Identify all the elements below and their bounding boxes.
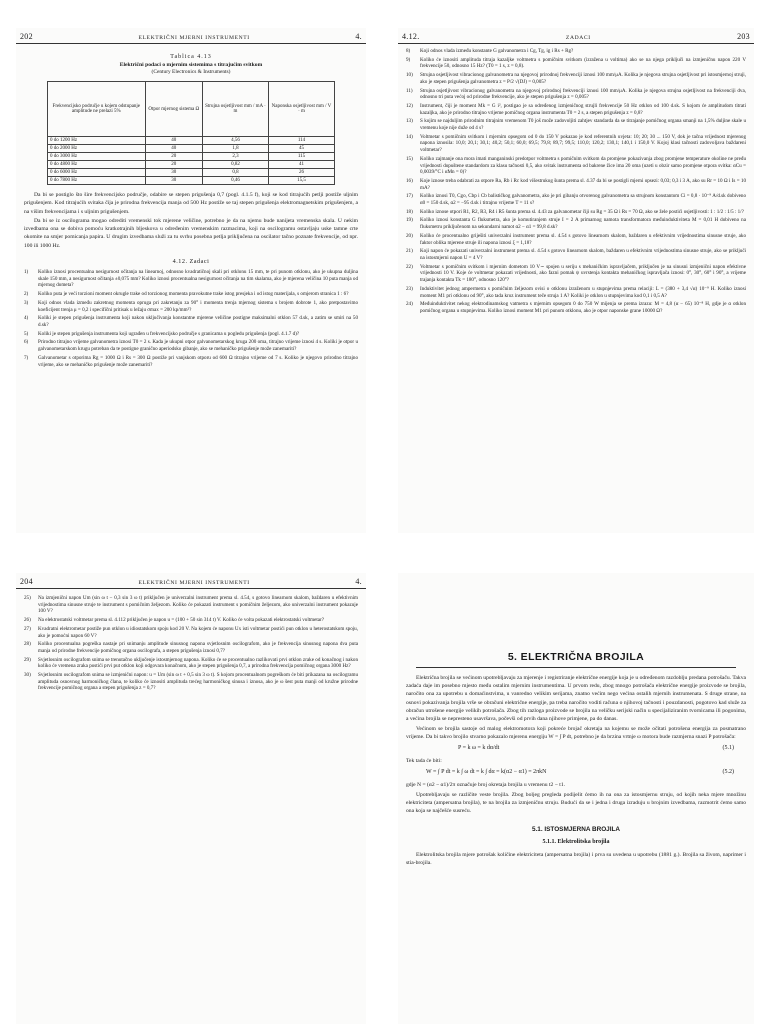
table-cell: 114: [268, 137, 334, 145]
table-cell: 26: [268, 169, 334, 177]
task-text: Koliko procentualna pogreška nastaje pri snimanju amplitude sinusnog napona svjetlosnim oscilografom, ako je frekvencija sinusnog napona dva puta manja od prirodne frekvencije pomičnog organa oscilografa, a stepen prigušenja iznosi 0,7?: [38, 641, 358, 654]
body-text: [16, 191, 366, 250]
list-item: [406, 156, 746, 176]
page-header: [16, 573, 366, 589]
list-item: [406, 286, 746, 299]
task-number: 23): [406, 285, 413, 292]
task-text: Strujna osjetljivost vibracionog galvanometra na njegovoj prirodnoj frekvenciji iznosi 100 mm/μA. Kolika je njegova strujna osjetljivost pri istosmjernoj struji, ako je stepen prigušenja galvanometra z = P/2 √(DJ) = 0,005?: [420, 72, 746, 85]
task-number: 25): [24, 595, 31, 601]
list-item: [24, 269, 358, 289]
task-list: [16, 595, 366, 692]
table-row: [48, 169, 335, 177]
table-caption: Tablica 4.13: [170, 54, 212, 60]
task-text: Na elektrostatski voltmetar prema sl. 4.112 priključen je napon u = (100 + 50 sin 314 t) V. Koliko će volta pokazati elektrostatski voltmetar?: [38, 617, 325, 624]
task-text: Koje iznose treba odabrati za otpore Ra, Rb i Rc kod višestrukog šunta prema sl. 4.37 da bi se postigli mjerni opsezi: 0,03; 0,3 i 3 A, ako su Rr = 10 Ω i Is = 10 mA?: [420, 177, 746, 191]
task-number: 20): [406, 232, 413, 239]
paragraph: Tek tada će biti:: [406, 758, 442, 765]
page-header: [398, 28, 754, 44]
list-item: [24, 339, 358, 352]
list-item: [24, 595, 358, 615]
chapter-number: 4.: [355, 32, 362, 41]
table-cell: 20: [145, 161, 202, 169]
list-item: [24, 657, 358, 670]
list-item: [406, 178, 746, 191]
body-text: [398, 781, 754, 815]
page-202: [16, 28, 366, 533]
section-number: 4.12.: [402, 32, 420, 41]
table-row: [48, 145, 335, 153]
list-item: [24, 355, 358, 368]
task-text: Koji odnos vlada između zakretnog momenta opruga pri zakretanju za 90° i momenta trenja mjernog sistema s brojem dobrote 1, ako pretpostavimo koeficijent trenja μ = 0,2 i specifični pritisak u ležaju σmax = 200 kp/mm²?: [38, 299, 358, 313]
page-number: 204: [20, 577, 33, 586]
page-203: [398, 28, 754, 533]
table-cell: 0 do 6000 Hz: [48, 169, 146, 177]
table-subtitle: (Century Electronics & Instruments): [151, 69, 231, 75]
table-cell: 41: [268, 161, 334, 169]
list-item: [406, 57, 746, 70]
chapter-divider: [416, 667, 736, 668]
task-number: 17): [406, 193, 413, 200]
task-text: Prirodno titrajno vrijeme galvanometra iznosi T0 = 2 s. Kada je ukupni otpor galvanometarskog kruga 200 oma, titrajno vrijeme iznosi 4 s. Koliki je otpor u galvanometarskom krugu potreban da te postigne granično aperiodsko gibanje, ako se mehaničko prigušenje može zanemariti?: [38, 339, 358, 353]
list-item: [406, 217, 746, 230]
table-cell: 0 do 7800 Hz: [48, 177, 146, 185]
task-text: Koliko će iznositi amplituda titraja kazaljke voltmetra s pomičnim svitkom (izražena u voltima) ako se na njega priključi na izmjeničnu napon 220 V frekvencije 50, odnosno 15 Hz? (T0 = 1 s, z = 0,8).: [420, 56, 746, 70]
paragraph: Da bi se postiglo što šire frekvencijsko područje, odabire se stepen prigušenja 0,7 (pogl. 4.1.5 f), koji se kod titrajućih petlji postiže uljnim prigušenjem. Kod titrajućih svitaka čija je prirodna frekvencija manja od 500 Hz postiže se taj stepen prigušenja elektromagnetskim prigušenjem, a na višim frekvencijama i s uljnim prigušenjem.: [24, 192, 358, 215]
task-number: 13): [406, 118, 413, 125]
list-item: [406, 72, 746, 85]
task-number: 16): [406, 177, 413, 184]
list-item: [24, 315, 358, 328]
table-cell: 0 do 2000 Hz: [48, 145, 146, 153]
running-title: ELEKTRIČNI MJERNI INSTRUMENTI: [138, 580, 250, 586]
task-text: Koliko iznosi procentualna nesigurnost očitanja na linearnoj, odnosno kvadratičnoj skali pri otklonu 15 mm, te pri punom otklonu, ako je ukupna duljina skale 150 mm, a nesigurnost očitanja ±0,075 mm? Koliko iznosi procentualna nesigurnost očitanja na tim skalama, ako je mjerena veličina 10 puta manja od mjernog dometa?: [38, 269, 358, 289]
table-row: [48, 177, 335, 185]
page-204: [16, 573, 366, 1024]
list-item: [406, 301, 746, 314]
table-cell: 2,3: [202, 153, 268, 161]
list-item: [406, 118, 746, 131]
body-text: [398, 757, 754, 765]
task-text: Međuinduktivitet nekog elektrodinamskog vatmetra s mjernim opsegom 0 do 750 W mijenja se prema izrazu: M = 4,8 (α − 65) 10⁻⁸ H, gdje je α otklon pomičnog organa u stupnjevima. Koliko iznosi moment M1 pri punom otklonu, ako je otpor naponske grane 10000 Ω?: [420, 301, 746, 314]
task-number: 26): [24, 617, 31, 624]
task-number: 7): [24, 354, 29, 361]
table-header-cell: Frekvencijsko područje u kojem odstupanje amplitude ne prelazi 5%: [48, 82, 146, 137]
chapter-title: 5. ELEKTRIČNA BROJILA: [507, 651, 645, 663]
task-text: Koji napon će pokazati univerzalni instrument prema sl. 4.54 s gotovo linearnom skalom, baždaren u efektivnim vrijednostima sinusne struje, ako se priključi na istosmjerni napon U = 4 V?: [420, 248, 746, 261]
running-title: ELEKTRIČNI MJERNI INSTRUMENTI: [138, 35, 250, 41]
task-text: Koliko puta je veći torzioni moment okrugle trake od torzionog momenta pravokutne trake istog presjeka i od istog materijala, s omjerom stranica 1 : 6?: [38, 291, 349, 298]
task-number: 10): [406, 72, 413, 79]
running-title: ZADACI: [565, 35, 591, 41]
task-text: Na izmjenični napon Um (sin ω t − 0,3 sin 3 ω t) priključen je univerzalni instrument prema sl. 4.54, s gotovo linearnom skalom, baždaren u efektivnim vrijednostima sinusne struje te instrument s pomičnim željezom. Koliko će pokazati instrument s pomičnim željezom, ako univerzalni instrument pokazuje 100 V?: [38, 595, 358, 615]
list-item: [24, 300, 358, 313]
task-text: Koliki je stepen prigušenja instrumenta koji nakon uključivanja konstantne mjerene veličine postigne maksimalni otklon 57 d.sk, a zatim se smiri na 50 d.sk?: [38, 315, 358, 328]
table-cell: 40: [145, 137, 202, 145]
table-cell: 1,8: [202, 145, 268, 153]
task-number: 14): [406, 133, 413, 140]
paragraph: Elektrolitska brojila mjere potrošak količine elektriciteta (ampersatna brojila) i prva su uvedena u upotrebu (1881 g.). Brojila sa živom, naprimer i stia-brojila.: [406, 851, 746, 866]
task-text: Voltmetar s pomičnim svitkom i mjernim opsegom od 0 do 150 V pokazao je kod referentnih uvjeta: 10; 20; 30 ... 150 V, dok je tačna vrijednost mjerenog napona iznosila: 10,0; 20,1; 30,1; 40,2; 50,1; 60,0; 69,5; 79,8; 89,7; 99,5; 110,0; 120,2; 130,1; 140,1 i 150,0 V. Kojoj klasi tačnosti zadovoljava baždareni voltmetar?: [420, 133, 746, 154]
table-cell: 0,8: [202, 169, 268, 177]
list-item: [406, 193, 746, 206]
task-number: 6): [24, 339, 29, 346]
task-text: Koliko će procentualno griješiti univerzalni instrument prema sl. 4.54 s gotovo linearnom skalom, baždaren u efektivnim vrijednostima sinusne struje, ako faktor oblika mjerene struje ili napona iznosi ξ = 1,18?: [420, 232, 746, 246]
list-item: [406, 103, 746, 116]
list-item: [406, 88, 746, 101]
table-header-row: [48, 82, 335, 137]
task-text: Induktivitet jednog ampermetra s pomičnim željezom ovisi o otklonu izraženom u stupnjevima prema relaciji: L = (380 + 3,4 √α) 10⁻⁹ H. Koliko iznosi moment M1 pri otklonu od 90°, ako tada kroz instrument teče struja 1 A? Koliki je otklon u stupnjevima kod 0,1 i 0,5 A?: [420, 285, 746, 299]
paragraph: Električna brojila se većinom upotrebljavaju za mjerenje i registriranje električne energije koja je u određenom razdoblju predana potrošaču. Takva zadaća daje im posebno mjesto među ostalim mjernim instrumentima. U prvom redu, zbog mnogo potrošača električne energije proizvode se brojila, naročito ona za upotrebu u domaćinstvima, u vanredno velikim serijama, znatno većim nego većina ostalih mjernih instrumenata. S druge strane, na osnovi pokazivanja brojila vrše se obračuni električne energije, pa treba naročito voditi računa o njihovoj tačnosti i pouzdanosti, pogotovo kad služe za obračun utrošene energije velikih potrošača. Zbog tih razloga proizvode se brojila na veličku serijski način u specijaliziranim tvornicama ili pogonima, a većina brojila se nepresteno usavršava, počevši od prvih dana njihove primjene, pa do danas.: [406, 674, 746, 723]
table-row: [48, 161, 335, 169]
task-number: 4): [24, 315, 29, 322]
list-item: [24, 641, 358, 654]
table-cell: 0 do 1200 Hz: [48, 137, 146, 145]
table-cell: 15,5: [268, 177, 334, 185]
table-row: [48, 137, 335, 145]
paragraph: Da bi se iz oscilograma mogao odrediti vremenski tok mjerene veličine, potrebno je da na njemu bude nanijeta vremenska skala. U nekim izvedbama ona se dobiva pomoću kratkotrajnih bljeskova u određenim vremenskim razmacima, koji na oscilogramu ostavljaju uske tamne crte okomite na smjer pomicanja papira. U drugim izvedbama služi za tu svrhu posebna petlja priključena na oscilator tačno poznate frekvencije, od npr. 100 ili 1000 Hz.: [24, 217, 358, 249]
table-cell: 45: [268, 145, 334, 153]
paragraph: Upotrebljavaju se različite veste brojila. Zbog boljeg pregleda podijelit ćemo ih na ona za istosmjernu struju, od kojih neka mjere množinu elektriciteta (ampersatna brojila), te na brojila za izmjeničnu struju. Budući da se i jedna i druga izraduju u brojnim izvedbama, razmotrit ćemo samo ona koja se najčešće susreću.: [406, 791, 746, 815]
task-list: [398, 48, 754, 315]
subsubsection-title: 5.1.1. Elektrolitska brojila: [542, 838, 610, 845]
table-cell: 0 do 3000 Hz: [48, 153, 146, 161]
task-number: 3): [24, 299, 29, 306]
list-item: [406, 134, 746, 154]
task-text: Koliko iznose otpori R1, R2, R3, R4 i R5 šunta prema sl. 4.43 za galvanometar čiji su Rg = 35 Ω i Rs = 70 Ω, ako se žele postići osjetljivosti: 1 : 1/2 : 1/5 : 1/?: [420, 208, 744, 215]
task-text: Koliko zajmanje ona mora imati manganinski predotpor voltmetra s pomičnim svitkom da promjene pokazivanja zbog promjene temperature okoline ne pređu vrijednosti dopuštene standardom za klasu tačnosti 0,5, ako svitak instrumenta od bakrene žice ima 20 oma (uzeti u obzir samo promjene otpora svitka: αCu = 0,0039/°C i αMn = 0)?: [420, 155, 746, 176]
table-cell: 40: [145, 145, 202, 153]
list-item: [24, 331, 358, 338]
table-cell: 30: [145, 169, 202, 177]
equation-number: (5.1): [722, 745, 734, 752]
task-text: Koliko iznosi konstanta G fluksmetra, ako je komutiranjem struje I = 2 A primarnog namota transformatora međuinduktiviteta M = 0,01 H dobiveno na fluksmetru priključenom na sekundarni namot α2 − α1 = 99,8 d.sk?: [420, 217, 746, 231]
list-item: [24, 626, 358, 639]
body-text: [398, 851, 754, 868]
task-text: Kvadratni elektrometar postiže pun otklon u idiostatskom spoju kod 20 V. Na kojem će naponu Ux isti voltmetar postići pun otklon u heterostatskom spoju, ako je pomoćni napon 60 V?: [38, 625, 358, 639]
page-205: [398, 573, 754, 1024]
task-number: 22): [406, 263, 413, 270]
page-number: 203: [737, 32, 750, 41]
task-number: 8): [406, 48, 411, 54]
task-number: 28): [24, 641, 31, 648]
task-number: 2): [24, 291, 29, 298]
equation-5-1: [398, 745, 754, 751]
task-number: 18): [406, 208, 413, 215]
task-number: 21): [406, 248, 413, 255]
task-text: Instrument, čiji je moment Mk = G i², postigao je sa određenog izmjeničnog strujli frekvencije 50 Hz otklon od 100 d.sk. S kojom će amplitudom titrati kazaljka, ako je prirodno titrajno vrijeme pomičnog organa instrumenta T0 = 2 s, a stepen prigušenja z = 0,8?: [420, 102, 746, 116]
table-header-cell: Naponska osjetljivost mm / V · m: [268, 82, 334, 137]
task-text: Galvanometar s otporima Rg = 1000 Ω i Rs = 300 Ω postiže pri vanjskom otporu od 600 Ω titrajno vrijeme od 7 s. Koliko je njegovo prirodno titrajno vrijeme, ako se mehaničko prigušenje može zanemariti?: [38, 354, 358, 368]
task-number: 27): [24, 625, 31, 632]
list-item: [406, 209, 746, 216]
table-cell: 30: [145, 177, 202, 185]
equation-5-2: [398, 769, 754, 775]
task-text: S kojim se najduljim prirodnim titrajnim vremenom T0 još može zadovoljiti zahtjev standarda da se titrajanje pomičnog organa smanji na 1,5% duljine skale u vremenu koje nije duže od 4 s?: [420, 118, 746, 132]
task-number: 1): [24, 269, 29, 276]
list-item: [406, 48, 746, 55]
task-text: Svjetlosnim oscilografom snima se trenutačno uključenje istosmjernog napona. Koliko će se procentualno razlikovati prvi otklon zrake od konačnog i nakon koliko će vremena zraka postići prvi put otklon koji odgovara konačnom, ako je stepen prigušenja 0,7, a prirodna frekvencija pomičnog organa 3000 Hz?: [38, 656, 358, 670]
table-cell: 115: [268, 153, 334, 161]
table-row: [48, 153, 335, 161]
task-text: Koliki je stepen prigušenja instrumenta koji ugrađen u frekvencijsko područje s granicama u pogledu prigušenja (pogl. 4.1.7 d)?: [38, 330, 300, 337]
data-table: [47, 81, 335, 185]
task-number: 19): [406, 217, 413, 224]
table-cell: 0 do 4800 Hz: [48, 161, 146, 169]
table-header-cell: Strujna osjetljivost mm / mA · m: [202, 82, 268, 137]
list-item: [24, 672, 358, 692]
chapter-number: 4.: [355, 577, 362, 586]
list-item: [24, 617, 358, 624]
task-number: 24): [406, 301, 413, 308]
page-number: 202: [20, 32, 33, 41]
task-number: 12): [406, 102, 413, 109]
list-item: [24, 291, 358, 298]
table-title: Električni podaci o mjernim sistemima s titrajućim svitkom: [119, 62, 263, 68]
table-cell: 4,56: [202, 137, 268, 145]
body-text: [398, 674, 754, 741]
task-text: Voltmetar s pomičnim svitkom i mjernim dometom 10 V∼ spojen u seriju s mehaničkim ispravljačem, priključen je na sinusni izmjenični napon efektivne vrijednosti 10 V. Koje će voltmetar pokazati vrijednosti, ako fazni pomak ψ uvrstenja kontakta mehaničkog ispravljača iznosi: 0°, 30°, 60° i 90°, a vrijeme trajanja kontakta Tk = 180°, odnosno 120°?: [420, 263, 746, 284]
list-item: [406, 264, 746, 284]
table-header-cell: Otpor mjernog sistema Ω: [145, 82, 202, 137]
paragraph: Većinom se brojila sastoje od malog elektromotora koji pokreće brojač okretaja na kojemu se može očitati potrošena energija za posmatrano vrijeme. Da bi takvo brojilo stvarno pokazalo mjerenu energiju W = ∫ P dt, potrebno je da brzina vrtnje ω motora bude razmjerna snazi P potrošača:: [406, 725, 746, 740]
list-item: [406, 233, 746, 246]
equation-number: (5.2): [722, 769, 734, 776]
task-text: Koliko iznosi T0, Cgo, Cbp i Cb balističkog galvanometra, ako je pri gibanju otvorenog galvanometra sa strujnom konstantom Ci = 0,8 · 10⁻⁹ A/d.sk dobiveno α0 = 150 d.sk, α2 = −95 d.sk i titrajno vrijeme T = 11 s?: [420, 193, 746, 207]
task-text: Svjetlosnim oscilografom snima se izmjenični napon: u = Um (sin ω t + 0,5 sin 3 ω t). S kojom procentualnom pogreškom će biti prikazana na oscilogramu amplituda osnovnog harmoničkog člana, te koliko će iznositi amplituda trećeg harmoničkog sinusa i iznosa, ako je ω šest puta manji od kružne prirodne frekvencije pomičnog organa a stepen prigušenja z = 0,7?: [38, 672, 358, 692]
task-number: 15): [406, 155, 413, 162]
table-cell: 0,82: [202, 161, 268, 169]
equation-body: W = ∫ P dt = k ∫ ω dt = k ∫ dα = k(α2 − α1) = 2πkN: [426, 769, 547, 776]
task-number: 9): [406, 56, 411, 63]
task-text: Strujna osjetljivost vibracionog galvanometra na njegovoj prirodnoj frekvenciji iznosi 100 mm/μA. Kolika je njegova strujna osjetljivost na frekvenciji dva, odnosno tri puta većoj od prirodne frekvencije, ako je stepen prigušenja z = 0,005?: [420, 87, 746, 101]
table-cell: 20: [145, 153, 202, 161]
paragraph: gdje N = (α2 − α1)/2π označuje broj okretaja brojila u vremenu t2 − t1.: [406, 782, 566, 789]
page-header: [16, 28, 366, 44]
equation-body: P = k ω = k dα/dt: [458, 745, 500, 752]
table-cell: 0,46: [202, 177, 268, 185]
task-number: 29): [24, 656, 31, 663]
task-text: Koji odnos vlada između konstante G galvanometra i Cg, Tg, ig i Rs + Rg?: [420, 48, 574, 54]
list-item: [406, 248, 746, 261]
section-title: 4.12. Zadaci: [172, 258, 210, 266]
task-number: 5): [24, 330, 29, 337]
task-number: 11): [406, 87, 413, 94]
subsection-title: 5.1. ISTOSMJERNA BROJILA: [531, 825, 621, 833]
task-list: [16, 269, 366, 368]
task-number: 30): [24, 672, 31, 679]
